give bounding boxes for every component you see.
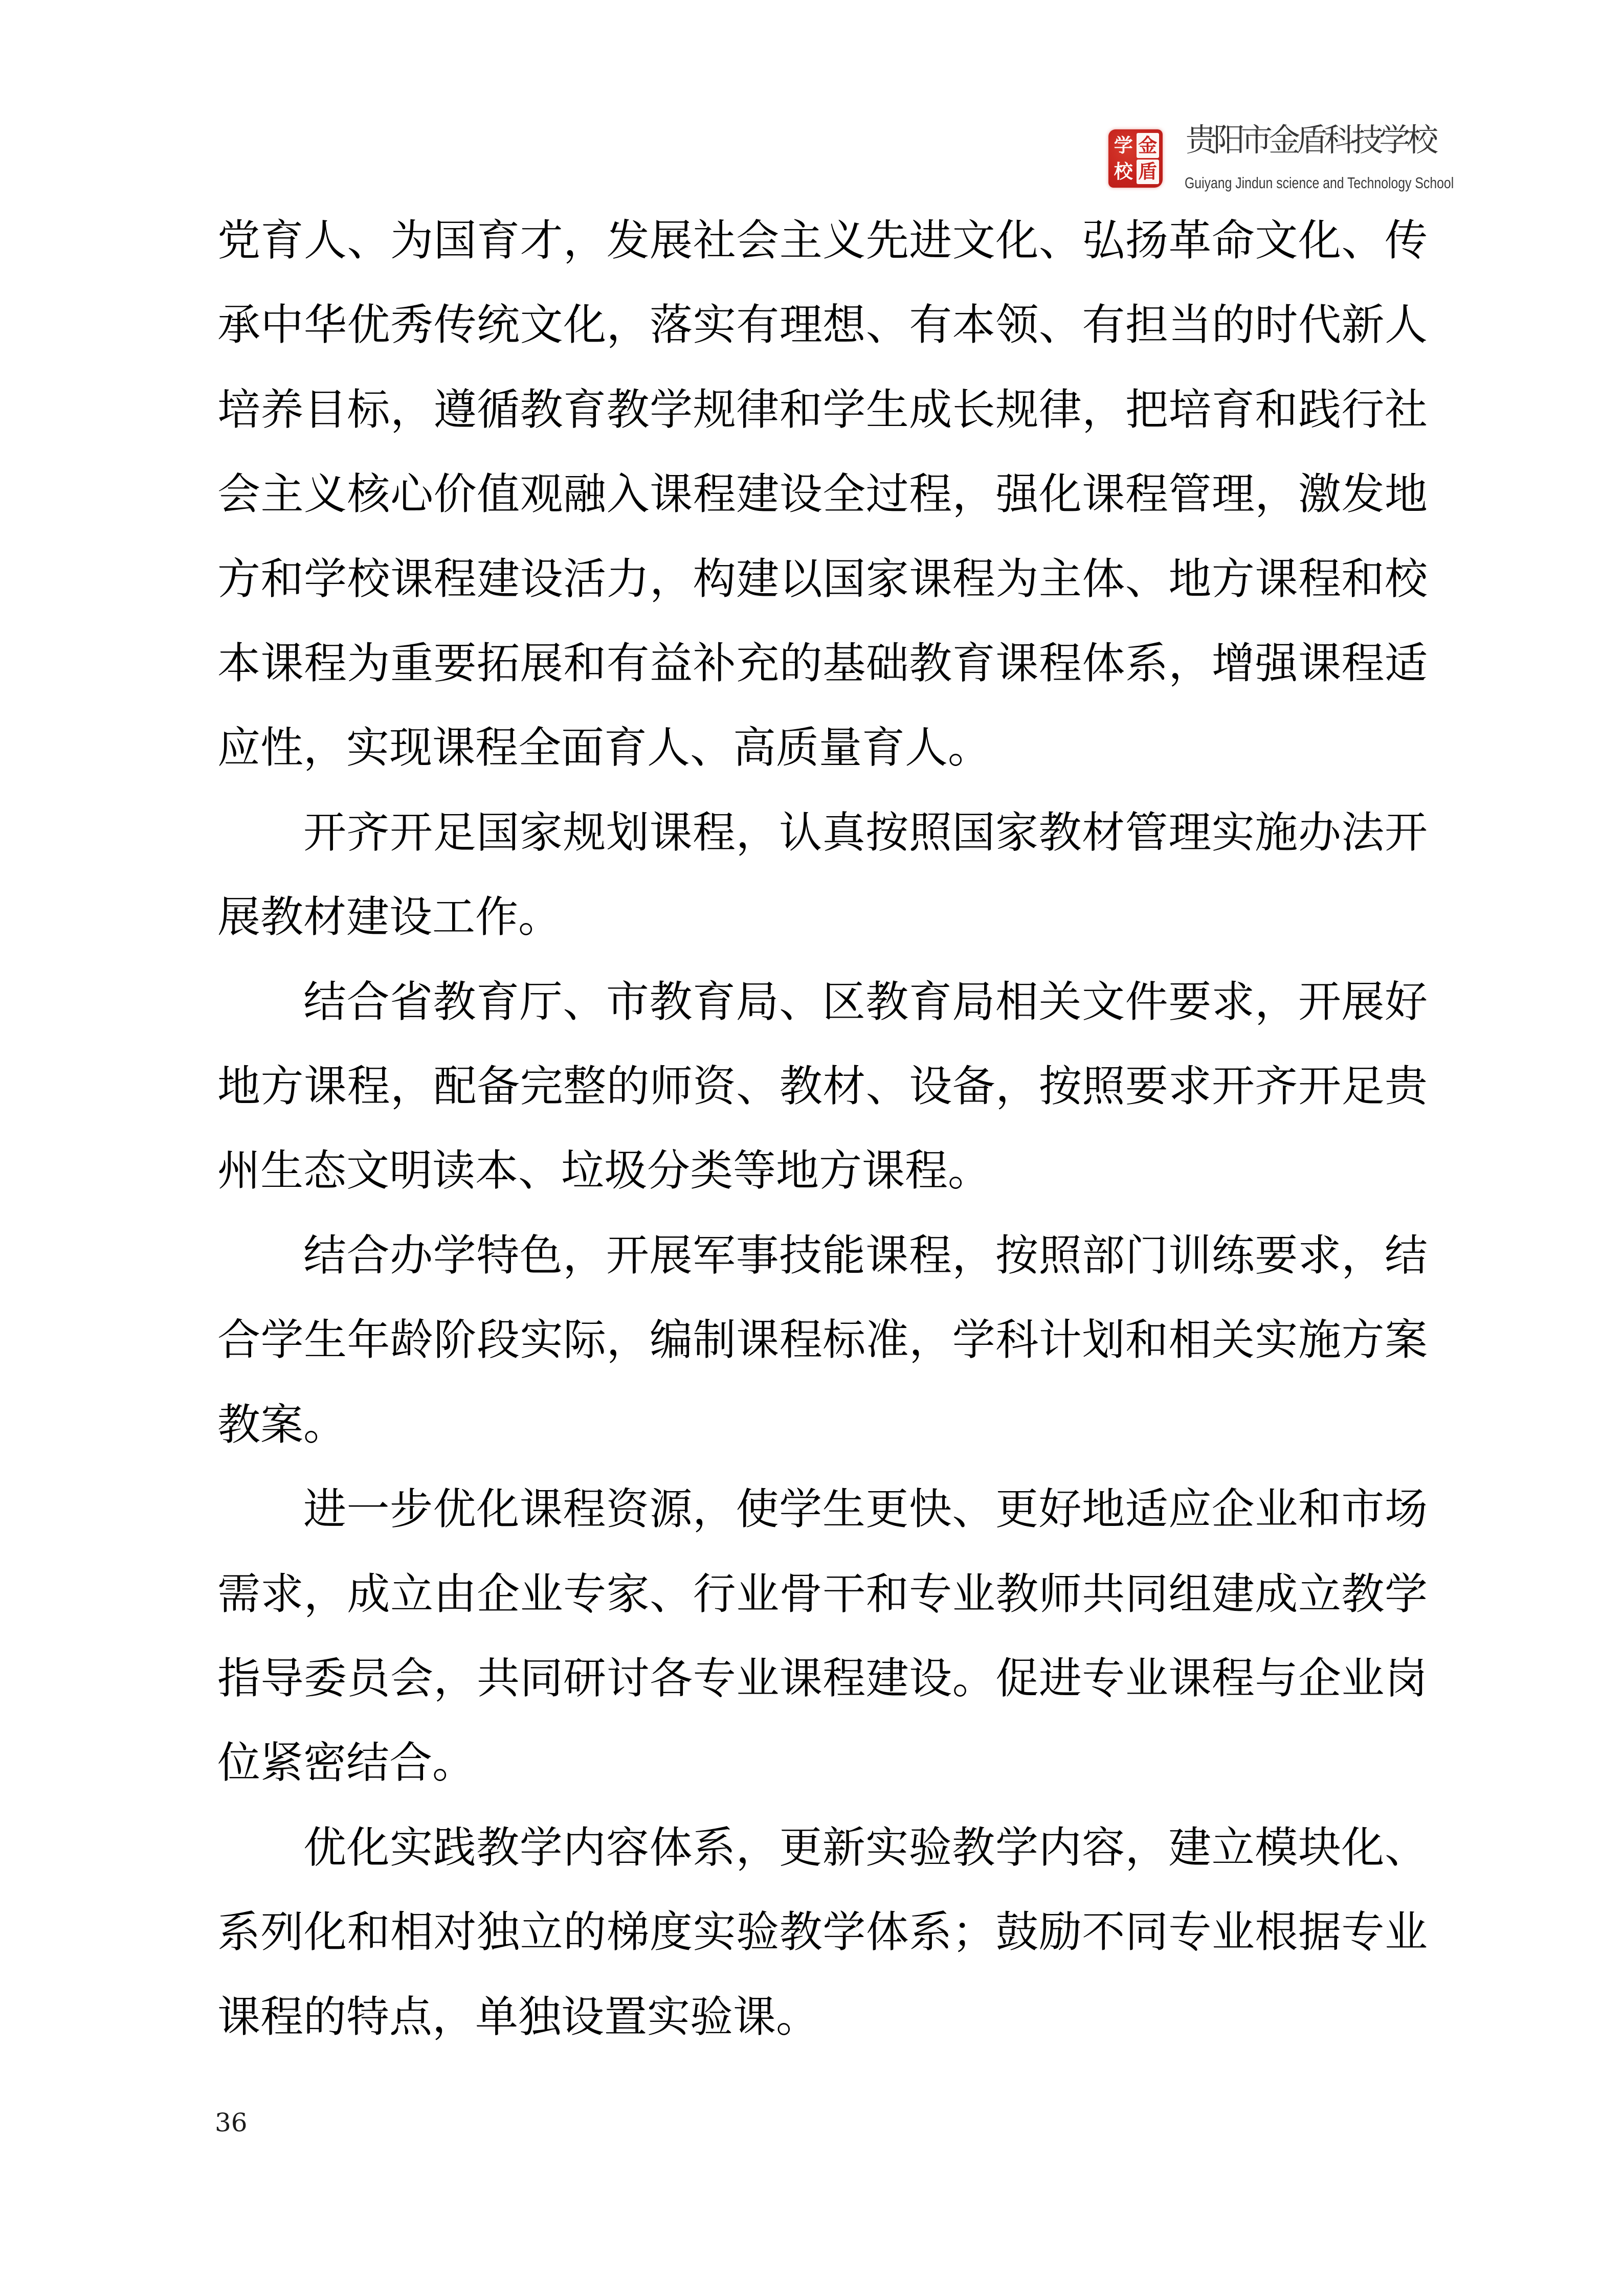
seal-character-dun: 盾 [1137,160,1160,185]
school-name-chinese: 贵阳市金盾科技学校 [1186,123,1435,158]
paragraph: 党育人、为国育才，发展社会主义先进文化、弘扬革命文化、传承中华优秀传统文化，落实有理想、有本领、有担当的时代新人培养目标，遵循教育教学规律和学生成长规律，把培育和践行社会主义核心价值观融入课程建设全过程，强化课程管理，激发地方和学校课程建设活力，构建以国家课程为主体、地方课程和校本课程为重要拓展和有益补充的基础教育课程体系，增强课程适应性，实现课程全面育人、高质量育人。 [217,217,1428,773]
seal-character-jin: 金 [1137,133,1160,158]
paragraph: 进一步优化课程资源，使学生更快、更好地适应企业和市场需求，成立由企业专家、行业骨干和专业教师共同组建成立教学指导委员会，共同研讨各专业课程建设。促进专业课程与企业岗位紧密结合。 [217,1486,1428,1788]
paragraph: 优化实践教学内容体系，更新实验教学内容，建立模块化、系列化和相对独立的梯度实验教学体系；鼓励不同专业根据专业课程的特点，单独设置实验课。 [217,1824,1428,2041]
page-header [1100,120,1560,207]
seal-character-xue: 学 [1114,134,1133,156]
seal-character-xiao: 校 [1114,161,1133,183]
paragraph: 开齐开足国家规划课程，认真按照国家教材管理实施办法开展教材建设工作。 [217,809,1428,942]
page-number: 36 [215,2108,248,2137]
paragraph: 结合省教育厅、市教育局、区教育局相关文件要求，开展好地方课程，配备完整的师资、教材、设备，按照要求开齐开足贵州生态文明读本、垃圾分类等地方课程。 [217,978,1428,1196]
school-seal-logo [1108,129,1163,188]
document-body [217,199,1428,2060]
school-name-english: Guiyang Jindun science and Technology School [1185,174,1454,192]
paragraph: 结合办学特色，开展军事技能课程，按照部门训练要求，结合学生年龄阶段实际，编制课程标准，学科计划和相关实施方案教案。 [217,1232,1428,1449]
